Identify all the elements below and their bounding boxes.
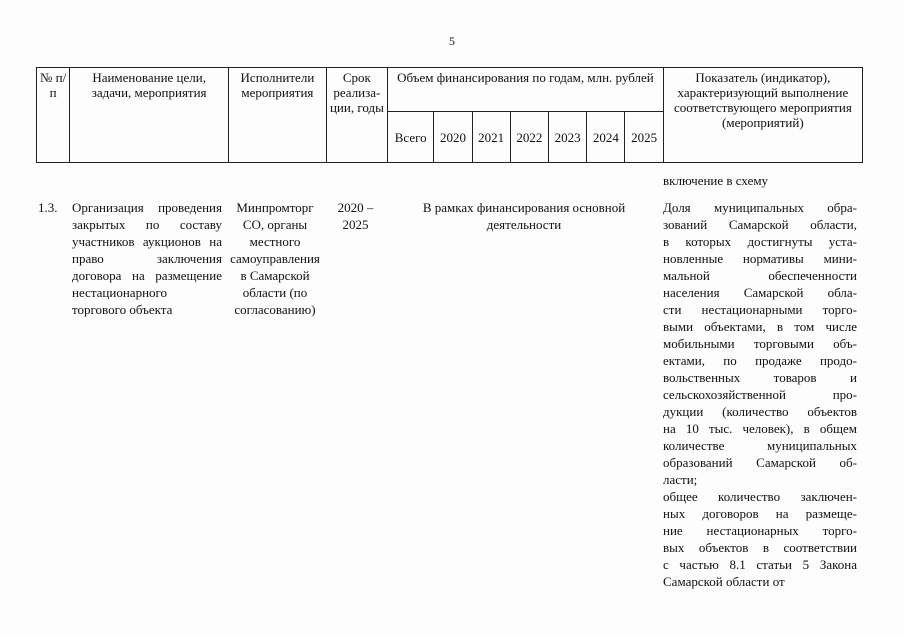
indicator-line: ние нестационарных торго- xyxy=(663,523,857,538)
header-year-2024: 2024 xyxy=(587,112,625,163)
table-header xyxy=(36,67,863,163)
header-year-total: Всего xyxy=(388,112,434,163)
header-term: Срок реализа-ции, годы xyxy=(326,68,387,163)
indicator-line: дукции (количество объектов xyxy=(663,404,857,419)
header-year-2023: 2023 xyxy=(548,112,586,163)
row-term: 2020 – 2025 xyxy=(337,200,374,232)
indicator-line: новленные нормативы мини- xyxy=(663,251,857,266)
indicator-line: ласти; xyxy=(663,472,698,487)
indicator-line: мальной обеспеченности xyxy=(663,268,857,283)
indicator-line: вольственных товаров и xyxy=(663,370,857,385)
row-num: 1.3. xyxy=(38,200,58,215)
indicator-line: мобильными торговыми объ- xyxy=(663,336,857,351)
indicator-line: количестве муниципальных xyxy=(663,438,857,453)
indicator-line: образований Самарской об- xyxy=(663,455,857,470)
header-year-2021: 2021 xyxy=(472,112,510,163)
row-indicator xyxy=(663,199,857,590)
header-financing: Объем финансирования по годам, млн. рублей xyxy=(388,68,664,112)
indicator-line: зований Самарской области, xyxy=(663,217,857,232)
header-num: № п/п xyxy=(37,68,70,163)
indicator-line: Доля муниципальных обра- xyxy=(663,200,857,215)
header-year-2025: 2025 xyxy=(625,112,663,163)
indicator-line: с частью 8.1 статьи 5 Закона xyxy=(663,557,857,572)
header-year-2022: 2022 xyxy=(510,112,548,163)
row-executors: Минпромторг СО, органы местного самоуправления в Самарской области (по согласованию) xyxy=(230,200,320,317)
indicator-line: сти нестационарными торго- xyxy=(663,302,857,317)
header-year-2020: 2020 xyxy=(434,112,472,163)
indicator-line: в которых достигнуты уста- xyxy=(663,234,857,249)
row-financing: В рамках финансирования основной деятельности xyxy=(422,200,626,232)
indicator-line: на 10 тыс. человек), в общем xyxy=(663,421,857,436)
indicator-line: сельскохозяйственной про- xyxy=(663,387,857,402)
indicator-line: выми объектами, в том числе xyxy=(663,319,857,334)
row-name: Организация проведения закрытых по составу участников аукционов на право заключения договора на размещение нестационарного торгового объекта xyxy=(72,200,222,317)
indicator-line: вых объектов в соответствии xyxy=(663,540,857,555)
indicator-line: Самарской области от xyxy=(663,574,785,589)
indicator-line: населения Самарской обла- xyxy=(663,285,857,300)
indicator-line: ных договоров на размеще- xyxy=(663,506,857,521)
header-name: Наименование цели, задачи, мероприятия xyxy=(70,68,229,163)
indicator-continuation: включение в схему xyxy=(663,173,769,188)
header-executors: Исполнители мероприятия xyxy=(229,68,327,163)
header-indicator: Показатель (индикатор), характеризующий выполнение соответствующего мероприятия (мероприятий) xyxy=(663,68,862,163)
indicator-line: общее количество заключен- xyxy=(663,489,857,504)
indicator-line: ектами, по продаже продо- xyxy=(663,353,857,368)
page-number: 5 xyxy=(449,34,455,48)
